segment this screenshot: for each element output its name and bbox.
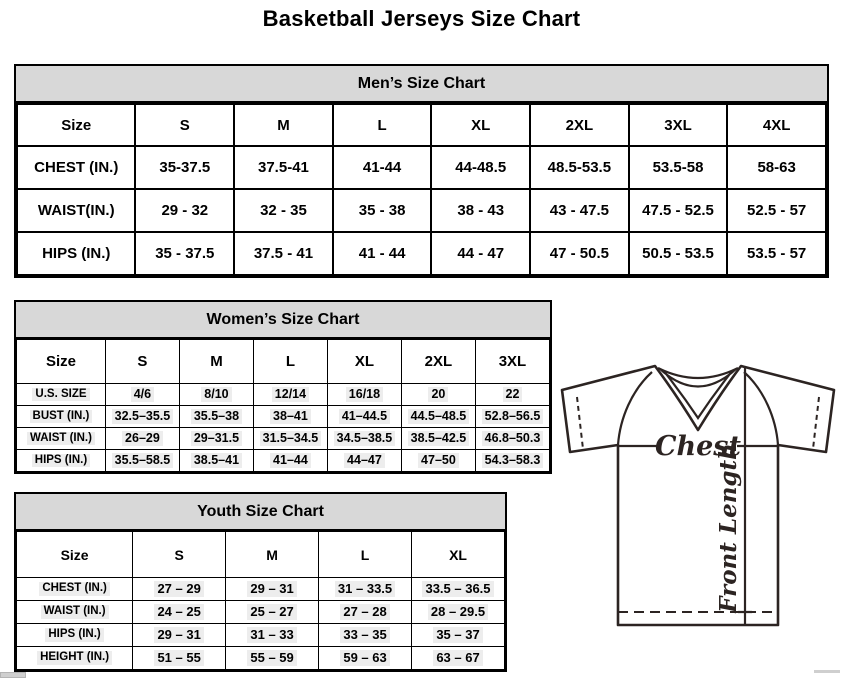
column-header: 2XL xyxy=(530,104,629,146)
size-value-cell: 41–44.5 xyxy=(327,406,401,428)
column-header: S xyxy=(133,532,226,578)
size-value-cell: 35 - 38 xyxy=(333,189,432,232)
column-header: M xyxy=(234,104,333,146)
column-header: XL xyxy=(327,340,401,384)
size-value-cell: 44–47 xyxy=(327,450,401,472)
youth-size-chart xyxy=(14,492,507,672)
size-value-cell: 41–44 xyxy=(253,450,327,472)
row-label: HIPS (IN.) xyxy=(17,450,106,472)
size-value-cell: 32.5–35.5 xyxy=(105,406,179,428)
size-value-cell: 22 xyxy=(475,384,549,406)
table-row xyxy=(17,146,826,189)
jersey-outline-icon xyxy=(562,366,834,625)
table-row xyxy=(17,450,550,472)
size-value-cell: 20 xyxy=(401,384,475,406)
size-value-cell: 31.5–34.5 xyxy=(253,428,327,450)
size-value-cell: 37.5-41 xyxy=(234,146,333,189)
size-value-cell: 44-48.5 xyxy=(431,146,530,189)
womens-size-chart xyxy=(14,300,552,474)
womens-table xyxy=(16,339,550,472)
size-value-cell: 35-37.5 xyxy=(135,146,234,189)
jersey-measurement-diagram xyxy=(556,356,840,634)
size-value-cell: 29 - 32 xyxy=(135,189,234,232)
column-header: L xyxy=(319,532,412,578)
table-row xyxy=(17,578,505,601)
size-value-cell: 33.5 – 36.5 xyxy=(412,578,505,601)
size-value-cell: 29 – 31 xyxy=(226,578,319,601)
row-label: CHEST (IN.) xyxy=(17,578,133,601)
size-value-cell: 24 – 25 xyxy=(133,601,226,624)
size-value-cell: 43 - 47.5 xyxy=(530,189,629,232)
size-value-cell: 38.5–41 xyxy=(179,450,253,472)
size-value-cell: 8/10 xyxy=(179,384,253,406)
size-value-cell: 50.5 - 53.5 xyxy=(629,232,728,275)
size-value-cell: 51 – 55 xyxy=(133,647,226,670)
mens-size-chart xyxy=(14,64,829,278)
size-value-cell: 12/14 xyxy=(253,384,327,406)
size-value-cell: 63 – 67 xyxy=(412,647,505,670)
row-label: WAIST (IN.) xyxy=(17,428,106,450)
column-header: 4XL xyxy=(727,104,826,146)
youth-table xyxy=(16,531,505,670)
mens-table xyxy=(16,103,827,276)
header-row xyxy=(17,532,505,578)
table-row xyxy=(17,601,505,624)
column-header: Size xyxy=(17,340,106,384)
column-header: L xyxy=(253,340,327,384)
size-value-cell: 31 – 33 xyxy=(226,624,319,647)
row-label: CHEST (IN.) xyxy=(17,146,135,189)
row-label: HEIGHT (IN.) xyxy=(17,647,133,670)
size-value-cell: 31 – 33.5 xyxy=(319,578,412,601)
size-value-cell: 54.3–58.3 xyxy=(475,450,549,472)
table-row xyxy=(17,428,550,450)
size-value-cell: 35.5–58.5 xyxy=(105,450,179,472)
size-value-cell: 16/18 xyxy=(327,384,401,406)
table-row xyxy=(17,647,505,670)
size-value-cell: 47–50 xyxy=(401,450,475,472)
column-header: S xyxy=(105,340,179,384)
header-row xyxy=(17,340,550,384)
size-value-cell: 4/6 xyxy=(105,384,179,406)
page-title: Basketball Jerseys Size Chart xyxy=(262,6,581,31)
table-row xyxy=(17,624,505,647)
scrollbar-fragment-right[interactable] xyxy=(814,670,840,673)
size-value-cell: 28 – 29.5 xyxy=(412,601,505,624)
size-value-cell: 38.5–42.5 xyxy=(401,428,475,450)
size-value-cell: 29 – 31 xyxy=(133,624,226,647)
size-value-cell: 35.5–38 xyxy=(179,406,253,428)
youth-table-title: Youth Size Chart xyxy=(16,494,505,531)
size-value-cell: 26–29 xyxy=(105,428,179,450)
size-value-cell: 53.5-58 xyxy=(629,146,728,189)
column-header: Size xyxy=(17,532,133,578)
column-header: M xyxy=(226,532,319,578)
column-header: 3XL xyxy=(629,104,728,146)
size-value-cell: 34.5–38.5 xyxy=(327,428,401,450)
row-label: HIPS (IN.) xyxy=(17,624,133,647)
size-value-cell: 52.8–56.5 xyxy=(475,406,549,428)
column-header: 3XL xyxy=(475,340,549,384)
column-header: XL xyxy=(412,532,505,578)
size-value-cell: 53.5 - 57 xyxy=(727,232,826,275)
size-value-cell: 55 – 59 xyxy=(226,647,319,670)
row-label: HIPS (IN.) xyxy=(17,232,135,275)
size-value-cell: 35 – 37 xyxy=(412,624,505,647)
size-value-cell: 41 - 44 xyxy=(333,232,432,275)
row-label: WAIST(IN.) xyxy=(17,189,135,232)
size-value-cell: 44 - 47 xyxy=(431,232,530,275)
size-value-cell: 38 - 43 xyxy=(431,189,530,232)
size-value-cell: 38–41 xyxy=(253,406,327,428)
size-value-cell: 37.5 - 41 xyxy=(234,232,333,275)
size-value-cell: 41-44 xyxy=(333,146,432,189)
size-value-cell: 33 – 35 xyxy=(319,624,412,647)
column-header: S xyxy=(135,104,234,146)
column-header: M xyxy=(179,340,253,384)
size-value-cell: 35 - 37.5 xyxy=(135,232,234,275)
column-header: 2XL xyxy=(401,340,475,384)
scrollbar-fragment-left[interactable] xyxy=(0,672,26,678)
size-value-cell: 27 – 29 xyxy=(133,578,226,601)
size-value-cell: 29–31.5 xyxy=(179,428,253,450)
table-row xyxy=(17,232,826,275)
table-row xyxy=(17,384,550,406)
table-row xyxy=(17,406,550,428)
column-header: Size xyxy=(17,104,135,146)
size-value-cell: 44.5–48.5 xyxy=(401,406,475,428)
front-length-label: Front Length xyxy=(715,443,742,613)
womens-table-title: Women’s Size Chart xyxy=(16,302,550,339)
column-header: XL xyxy=(431,104,530,146)
size-value-cell: 58-63 xyxy=(727,146,826,189)
size-value-cell: 52.5 - 57 xyxy=(727,189,826,232)
size-value-cell: 48.5-53.5 xyxy=(530,146,629,189)
column-header: L xyxy=(333,104,432,146)
size-value-cell: 47.5 - 52.5 xyxy=(629,189,728,232)
size-value-cell: 46.8–50.3 xyxy=(475,428,549,450)
size-value-cell: 27 – 28 xyxy=(319,601,412,624)
size-value-cell: 47 - 50.5 xyxy=(530,232,629,275)
size-value-cell: 25 – 27 xyxy=(226,601,319,624)
chest-label: Chest xyxy=(655,431,741,462)
row-label: BUST (IN.) xyxy=(17,406,106,428)
row-label: U.S. SIZE xyxy=(17,384,106,406)
row-label: WAIST (IN.) xyxy=(17,601,133,624)
mens-table-title: Men’s Size Chart xyxy=(16,66,827,103)
table-row xyxy=(17,189,826,232)
size-value-cell: 32 - 35 xyxy=(234,189,333,232)
header-row xyxy=(17,104,826,146)
size-value-cell: 59 – 63 xyxy=(319,647,412,670)
